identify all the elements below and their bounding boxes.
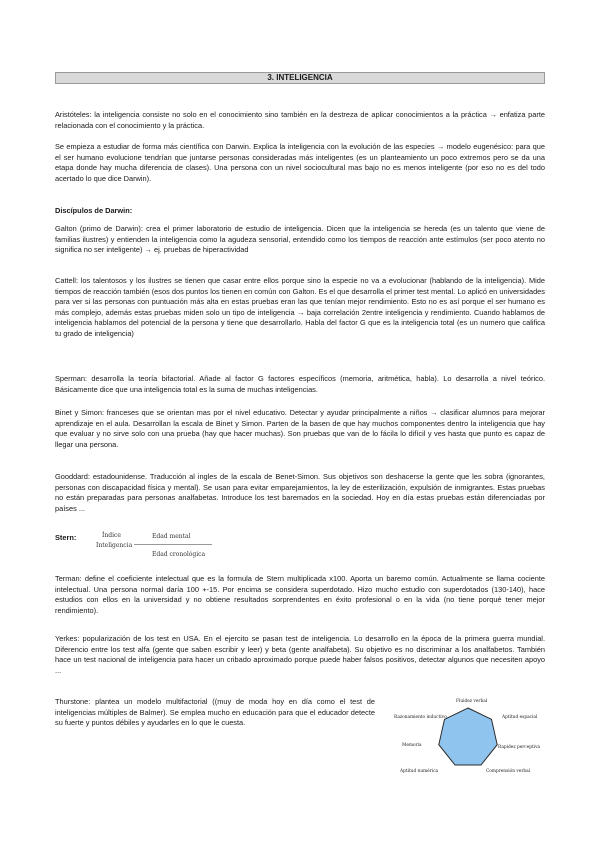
factor-label-inductivo: Razonamiento inductivo bbox=[394, 715, 447, 720]
stern-numerator: Edad mental bbox=[152, 533, 191, 540]
paragraph-yerkes: Yerkes: popularización de los test en USA. En el ejercito se pasan test de inteligencia. Lo desarrollo en la época de la primera guerra mundial. Diferencio entre los test alfa (gente que saben escribir y leer) y beta (gente analfabeta). Su objetivo es no discriminar a los analfabetos. También hace un test nacional de inteligencia para hacer un cribado aproximado porque puede haber falsos positivos, detectar algunos que necesiten apoyo ... bbox=[55, 634, 545, 675]
paragraph-aristoteles: Aristóteles: la inteligencia consiste no solo en el conocimiento sino también en la destreza de aplicar conocimientos a la práctica → enfatiza parte relacionada con el conocimiento y la práctica. bbox=[55, 110, 545, 130]
paragraph-sperman: Sperman: desarrolla la teoría bifactorial. Añade al factor G factores específicos (memoria, aritmética, habla). Lo desarrolla a nivel teórico. Básicamente dice que una inteligencia total es la suma de muchas inteligencias. bbox=[55, 374, 545, 394]
paragraph-thurstone: Thurstone: plantea un modelo multifactorial ((muy de moda hoy en día como el test de inteligencias múltiples de Balmer). Se emplea mucho en educación para que el educador detecte su fuerte y puntos débiles y ayudarles en lo que le cuesta. bbox=[55, 697, 375, 728]
fraction-line bbox=[134, 544, 212, 545]
paragraph-cattell: Cattell: los talentosos y los ilustres se tienen que casar entre ellos porque sino la especie no va a evolucionar (hablando de la inteligencia). Mide tiempos de reacción también (esos dos puntos los tienen en común con Galton. Es el que desarrolla el primer test mental. Lo aplicó en universidades para ver si las personas con puntuación más alta en estas pruebas eran las que tenían mejor rendimiento. Esto no es así porque el ser humano es más complejo, además estas pruebas miden solo un tipo de inteligencia → baja correlación 2entre inteligencia y rendimiento. Cuando hablamos de inteligencia hablamos del potencial de la persona y tiene que desarrollarlo. Habla del factor G que es la inteligencia total (es un numero que califica tu grado de inteligencia) bbox=[55, 276, 545, 338]
paragraph-galton: Galton (primo de Darwin): crea el primer laboratorio de estudio de inteligencia. Dicen que la inteligencia se hereda (es un talento que viene de familias ilustres) y entienden la inteligencia como la agudeza sensorial, entendido como los tiempos de reacción ante estímulos (ser poco atento no significa no ser inteligente) → ej. pruebas de hiperactividad bbox=[55, 224, 545, 255]
thurstone-factor-diagram bbox=[390, 694, 545, 776]
factor-label-perceptiva: Rapidez perceptiva bbox=[498, 745, 541, 750]
paragraph-terman: Terman: define el coeficiente intelectual que es la formula de Stern multiplicada x100. Aporta un baremo común. Actualmente se llama cociente intelectual. Una persona normal daría 100 +-15. Por encima se considera superdotado. Hizo mucho estudio con superdotados (130-140), hace estudios con ellos en la universidad y no obtiene resultados sorprendentes en éxito profesional o en la vida (no tiene porqué tener mejor rendimiento). bbox=[55, 574, 545, 615]
heptagon-shape bbox=[439, 708, 497, 765]
stern-left-line2: Inteligencia bbox=[96, 542, 133, 549]
paragraph-gooddard: Gooddard: estadounidense. Traducción al ingles de la escala de Benet-Simon. Sus objetivos son deshacerse la gente que les sobra (ignorantes, personas con discapacidad física y mental). Se usan para evitar emparejamientos, la ley de esterilización, expulsión de inmigrantes. Estas pruebas no están preparadas para personas analfabetas. Introduce los test baremados en la sociedad. Hoy en día estas pruebas están diferenciadas por países ... bbox=[55, 472, 545, 513]
section-title: 3. INTELIGENCIA bbox=[55, 72, 545, 84]
stern-denominator: Edad cronológica bbox=[152, 551, 206, 558]
factor-label-fluidez: Fluidez verbal bbox=[456, 699, 488, 704]
paragraph-darwin: Se empieza a estudiar de forma más científica con Darwin. Explica la inteligencia con la evolución de las especies → modelo eugenésico: para que el ser humano evolucione tendrían que juntarse personas consideradas más inteligentes (es un planteamiento un poco extremos pero se da una etapa donde hay mucha diferencia de clases). Una persona con un nivel sociocultural mas bajo no es menos inteligente (por eso no es del todo acertado lo que dice Darwin). bbox=[55, 142, 545, 183]
factor-label-espacial: Aptitud espacial bbox=[502, 715, 538, 720]
factor-label-numerica: Aptitud numérica bbox=[400, 769, 439, 774]
stern-formula bbox=[96, 530, 226, 564]
factor-label-comprension: Comprensión verbal bbox=[486, 769, 531, 774]
stern-label: Stern: bbox=[55, 533, 77, 542]
factor-label-memoria: Memoria bbox=[402, 743, 422, 748]
paragraph-disciples-heading: Discípulos de Darwin: bbox=[55, 206, 133, 215]
stern-left-line1: Índice bbox=[102, 532, 121, 539]
paragraph-binet-simon: Binet y Simon: franceses que se orientan mas por el nivel educativo. Detectar y ayudar principalmente a niños → clasificar alumnos para mejorar aprendizaje en el aula. Desarrollan la escala de Binet y Simon. Parten de la basen de que hay muchos componentes dentro la inteligencia que hay que evaluar y no sirve solo con una prueba (hay que hacer muchas). Son pruebas que van de lo fácila lo difícil y ves hasta que punto es capaz de llegar una persona. bbox=[55, 408, 545, 449]
